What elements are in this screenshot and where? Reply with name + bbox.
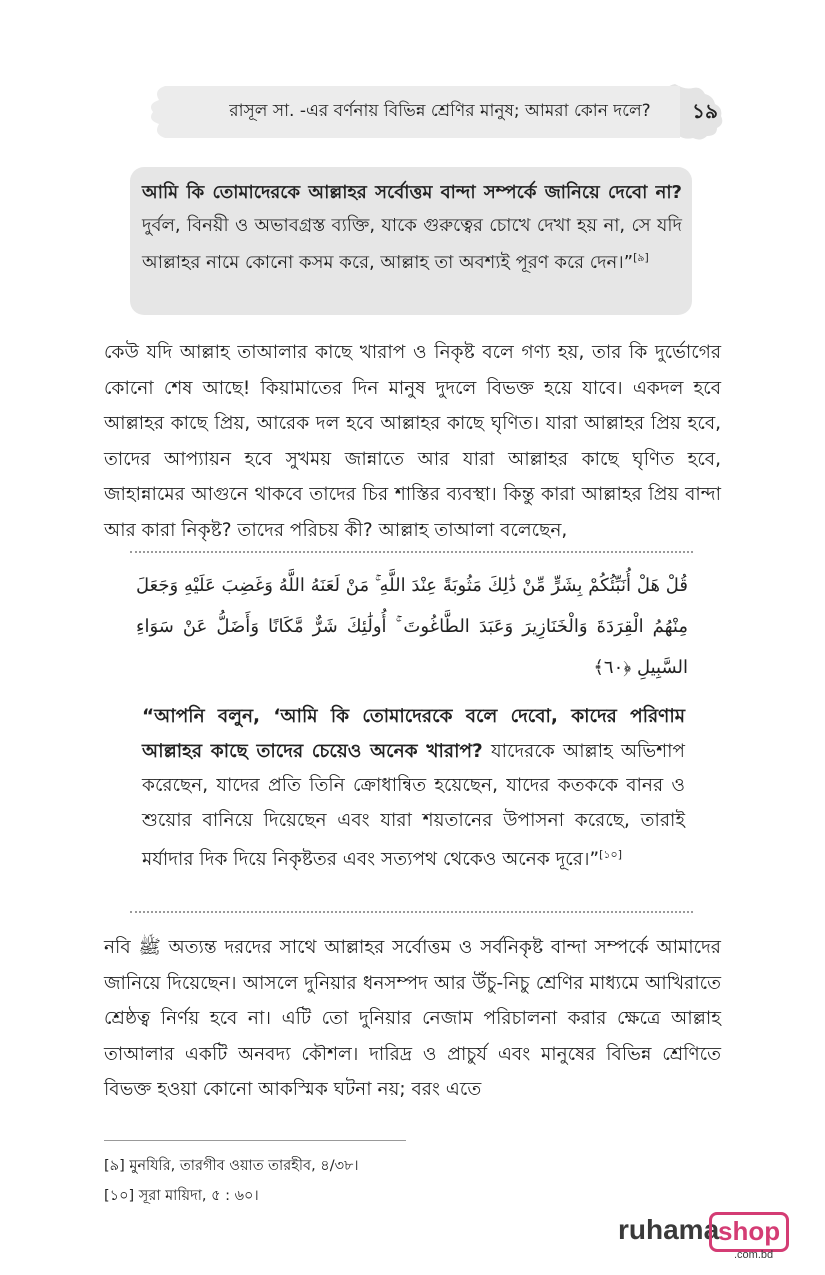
hadith-bold-text: আমি কি তোমাদেরকে আল্লাহর সর্বোত্তম বান্দা সম্পর্কে জানিয়ে দেবো না? xyxy=(142,182,682,203)
hadith-text xyxy=(142,177,682,280)
footnote-ref-9[interactable]: [৯] xyxy=(633,251,649,264)
divider-bottom xyxy=(130,911,693,913)
logo-shop-badge: shop xyxy=(709,1212,789,1252)
footnote-10: [১০] সূরা মায়িদা, ৫ : ৬০। xyxy=(104,1188,259,1204)
footnote-9: [৯] মুনযিরি, তারগীব ওয়াত তারহীব, ৪/৩৮। xyxy=(104,1158,359,1174)
quran-verse-arabic: قُلْ هَلْ أُنَبِّئُكُمْ بِشَرٍّ مِّنْ ذَٰلِكَ مَثُوبَةً عِنْدَ اللَّهِ ۚ مَنْ لَعَنَهُ اللَّهُ وَغَضِبَ عَلَيْهِ وَجَعَلَ مِنْهُمُ الْقِرَدَةَ وَالْخَنَازِيرَ وَعَبَدَ الطَّاغُوتَ ۚ أُولَٰئِكَ شَرٌّ مَّكَانًا وَأَضَلُّ عَنْ سَوَاءِ السَّبِيلِ ﴿٦٠﴾ xyxy=(136,575,688,678)
header-title: রাসূল সা. -এর বর্ণনায় বিভিন্ন শ্রেণির মানুষ; আমরা কোন দলে? xyxy=(229,101,651,121)
verse-translation xyxy=(142,700,685,878)
divider-top xyxy=(130,551,693,553)
running-header xyxy=(145,82,735,142)
body-paragraph-2: নবি ﷺ অত্যন্ত দরদের সাথে আল্লাহর সর্বোত্তম ও সর্বনিকৃষ্ট বান্দা সম্পর্কে আমাদের জানিয়ে দিয়েছেন। আসলে দুনিয়ার ধনসম্পদ আর উঁচু-নিচু শ্রেণির মাধ্যমে আখিরাতে শ্রেষ্ঠত্ব নির্ণয় হবে না। এটি তো দুনিয়ার নেজাম পরিচালনা করার ক্ষেত্রে আল্লাহ তাআলার একটি অনবদ্য কৌশল। দারিদ্র ও প্রাচুর্য এবং মানুষের বিভিন্ন শ্রেণিতে বিভক্ত হওয়া কোনো আকস্মিক ঘটনা নয়; বরং এতে xyxy=(104,937,721,1100)
ruhamashop-logo xyxy=(618,1212,788,1262)
page-number: ১৯ xyxy=(692,99,718,123)
hadith-regular-text: দুর্বল, বিনয়ী ও অভাবগ্রস্ত ব্যক্তি, যাকে গুরুত্বের চোখে দেখা হয় না, সে যদি আল্লাহর নামে কোনো কসম করে, আল্লাহ তা অবশ্যই পূরণ করে দেন।” xyxy=(142,214,682,273)
body-paragraph-1: কেউ যদি আল্লাহ তাআলার কাছে খারাপ ও নিকৃষ্ট বলে গণ্য হয়, তার কি দুর্ভোগের কোনো শেষ আছে! কিয়ামাতের দিন মানুষ দুদলে বিভক্ত হয়ে যাবে। একদল হবে আল্লাহর কাছে প্রিয়, আরেক দল হবে আল্লাহর কাছে ঘৃণিত। যারা আল্লাহর প্রিয় হবে, তাদের আপ্যায়ন হবে সুখময় জান্নাতে আর যারা আল্লাহর কাছে ঘৃণিত হবে, জাহান্নামের আগুনে থাকবে তাদের চির শাস্তির ব্যবস্থা। কিন্তু কারা আল্লাহর প্রিয় বান্দা আর কারা নিকৃষ্ট? তাদের পরিচয় কী? আল্লাহ তাআলা বলেছেন, xyxy=(104,342,721,541)
hadith-quote-box xyxy=(130,167,692,315)
logo-domain-text: .com.bd xyxy=(734,1249,774,1261)
logo-ruhama-text: ruhama xyxy=(618,1214,720,1245)
translation-regular-text: যাদেরকে আল্লাহ অভিশাপ করেছেন, যাদের প্রতি তিনি ক্রোধান্বিত হয়েছেন, যাদের কতককে বানর ও শুয়োর বানিয়ে দিয়েছেন এবং যারা শয়তানের উপাসনা করেছে, তারাই মর্যাদার দিক দিয়ে নিকৃষ্টতর এবং সত্যপথ থেকেও অনেক দূরে।” xyxy=(142,740,685,871)
translation-bold-text: “আপনি বলুন, ‘আমি কি তোমাদেরকে বলে দেবো, কাদের পরিণাম আল্লাহর কাছে তাদের চেয়েও অনেক খারাপ? xyxy=(142,706,685,762)
footnote-ref-10[interactable]: [১০] xyxy=(599,848,622,861)
footnote-separator xyxy=(104,1140,406,1141)
